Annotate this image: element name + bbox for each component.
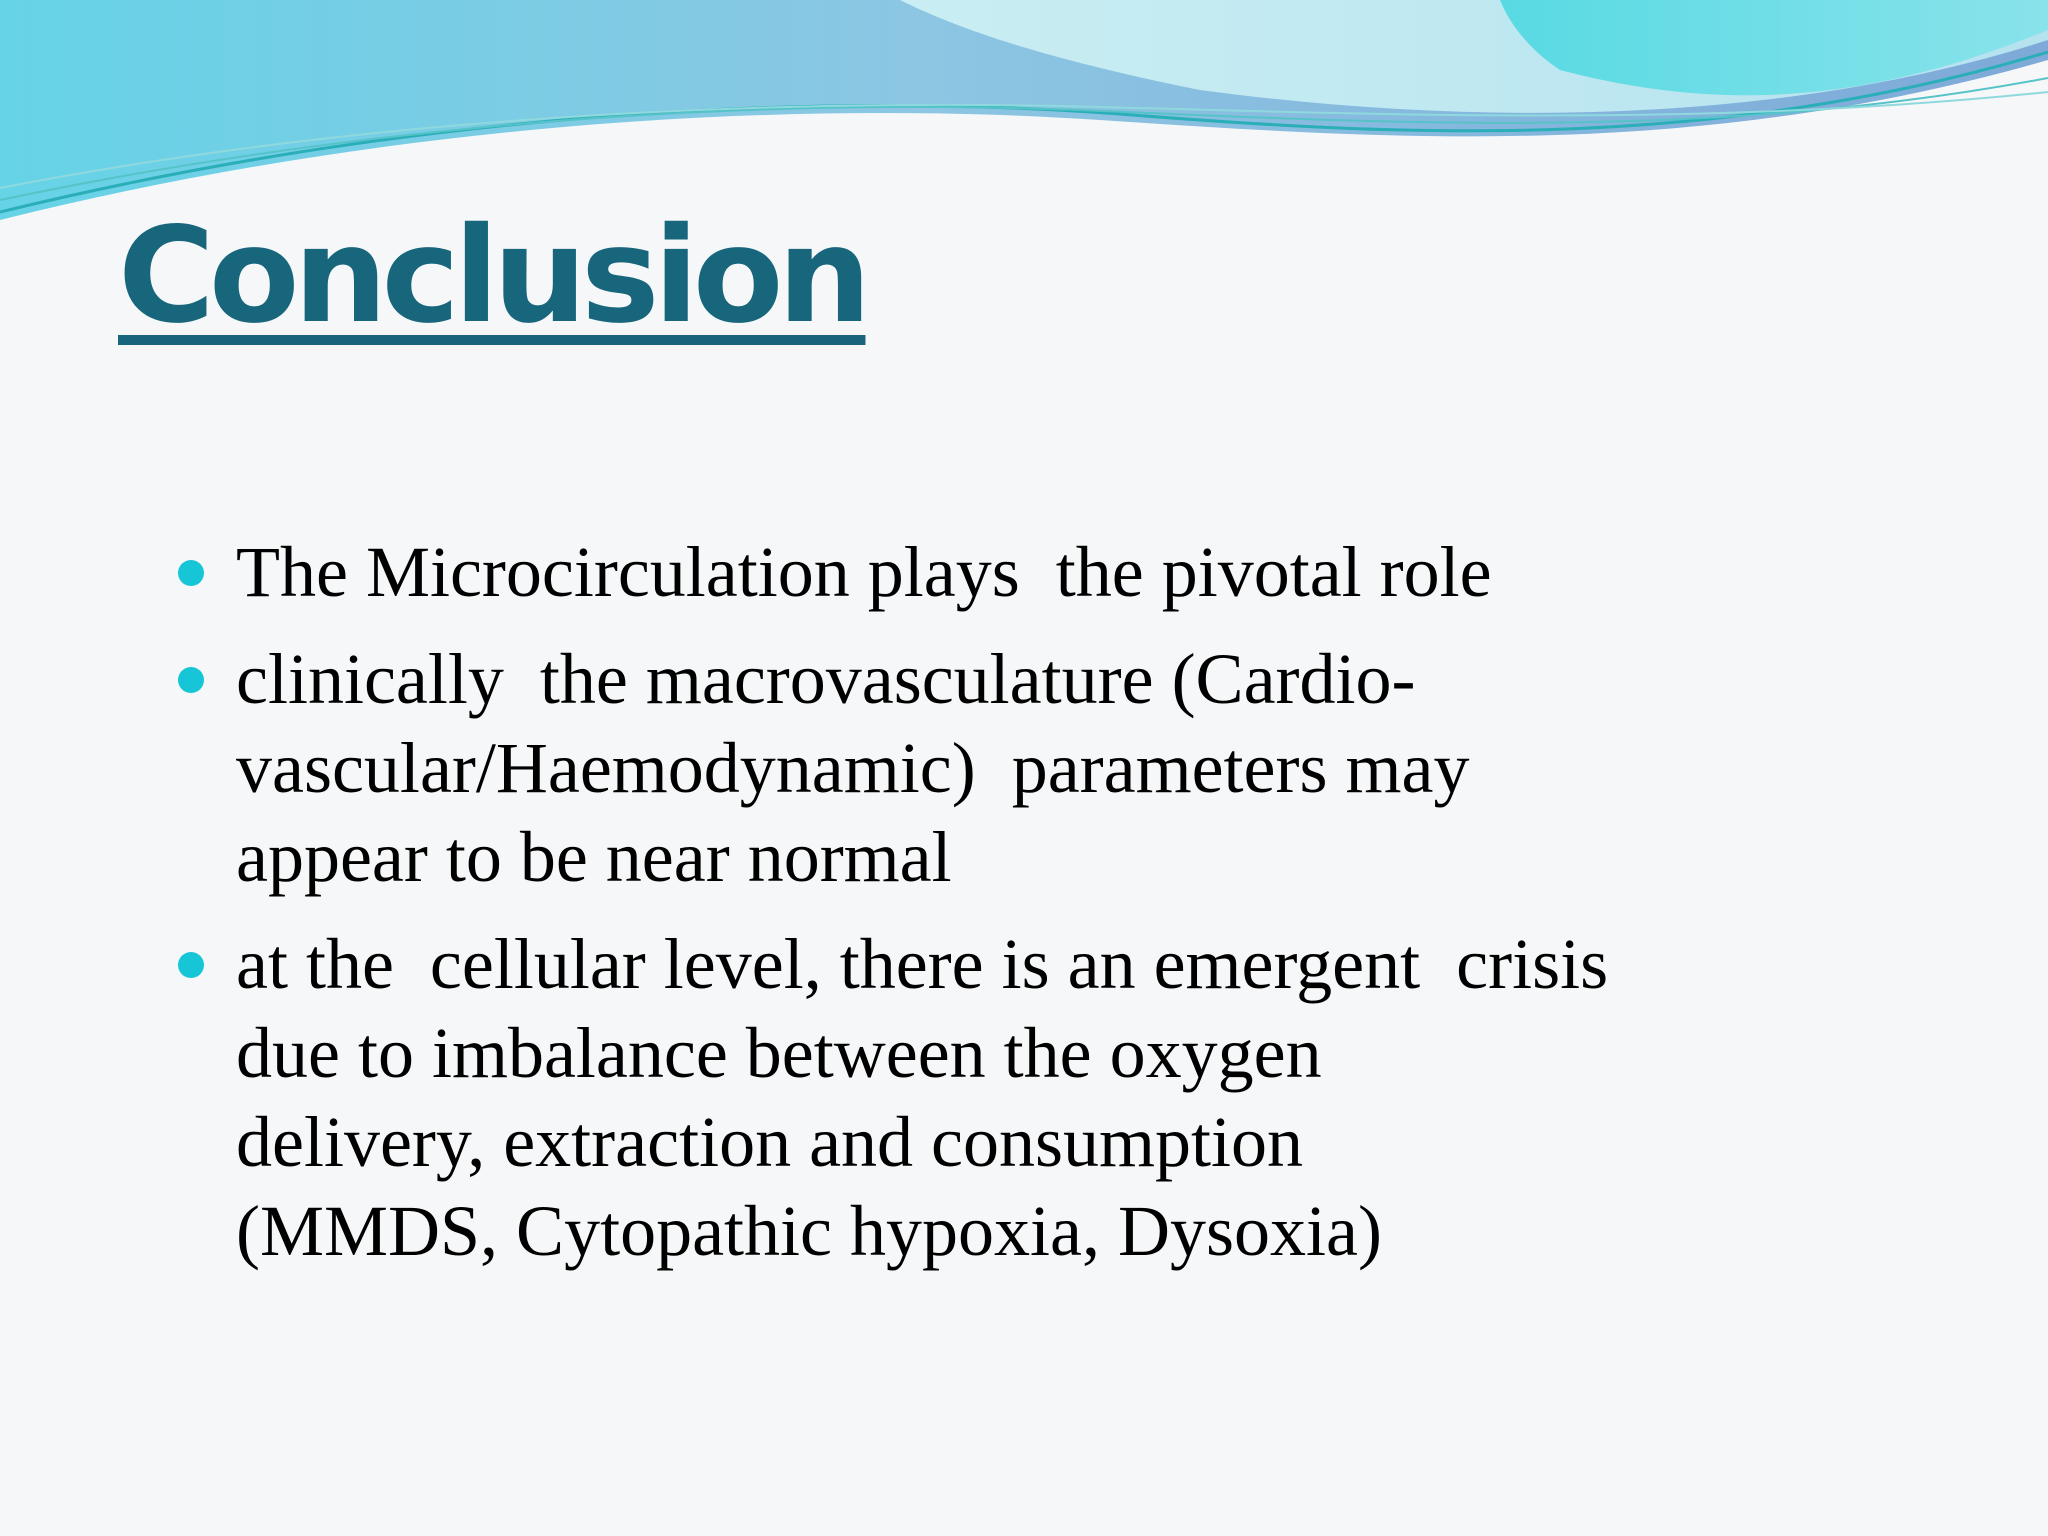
bullet-line: due to imbalance between the oxygen [236, 1013, 1322, 1093]
bullet-item [176, 528, 1876, 617]
bullet-line: vascular/Haemodynamic) parameters may [236, 728, 1470, 808]
bullet-line: clinically the macrovasculature (Cardio- [236, 639, 1416, 719]
bullet-list [176, 528, 1876, 1294]
slide-title: Conclusion [118, 199, 866, 353]
bullet-line: The Microcirculation plays the pivotal role [236, 532, 1492, 612]
bullet-dot-icon [178, 560, 204, 586]
bullet-line: appear to be near normal [236, 817, 952, 897]
bullet-dot-icon [178, 667, 204, 693]
bullet-item [176, 920, 1876, 1276]
bullet-line: at the cellular level, there is an emergent crisis [236, 924, 1609, 1004]
bullet-dot-icon [178, 952, 204, 978]
bullet-line: (MMDS, Cytopathic hypoxia, Dysoxia) [236, 1191, 1382, 1271]
bullet-line: delivery, extraction and consumption [236, 1102, 1304, 1182]
bullet-item [176, 635, 1876, 902]
